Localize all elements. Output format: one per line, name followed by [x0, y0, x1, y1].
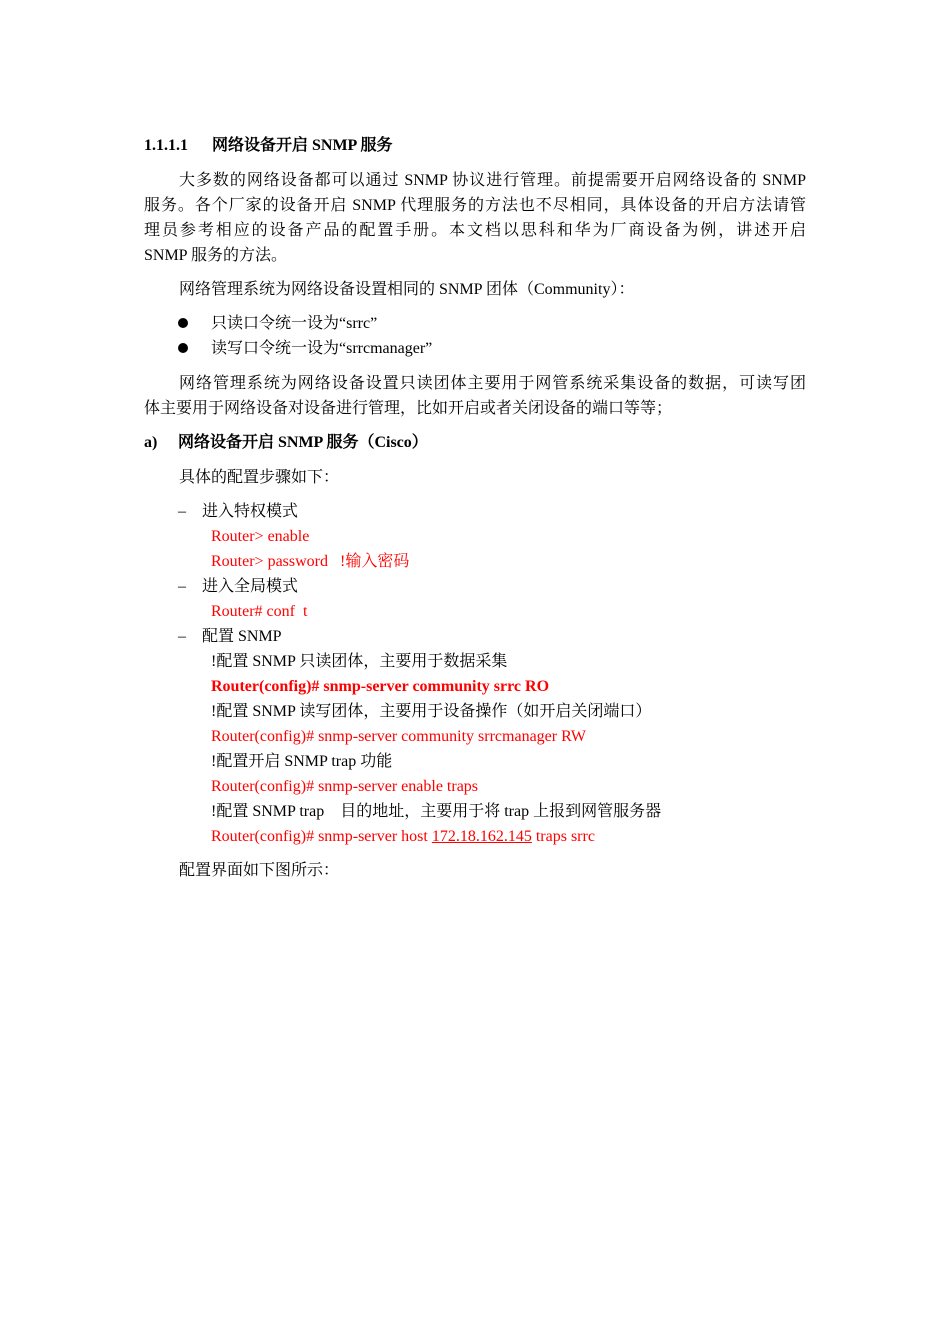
section-title: 网络设备开启 SNMP 服务: [212, 137, 393, 154]
purpose-line-1: 网络管理系统为网络设备设置只读团体主要用于网管系统采集设备的数据，可读写团: [179, 375, 806, 392]
step3-command-3: Router(config)# snmp-server enable traps: [211, 778, 479, 795]
step3-command-4: [211, 825, 595, 849]
intro-line-3: 理员参考相应的设备产品的配置手册。本文档以思科和华为厂商设备为例，讲述开启: [144, 222, 806, 239]
step3-command-2: Router(config)# snmp-server community srrcmanager RW: [211, 728, 586, 745]
section-a-title: 网络设备开启 SNMP 服务（Cisco）: [178, 434, 428, 451]
step3-note-2: !配置 SNMP 读写团体，主要用于设备操作（如开启关闭端口）: [211, 703, 652, 720]
ip-address-link[interactable]: 172.18.162.145: [431, 828, 532, 845]
step1-title: 进入特权模式: [202, 503, 299, 520]
step3-title: 配置 SNMP: [202, 628, 282, 645]
section-number: 1.1.1.1: [144, 137, 188, 154]
step1-command-1: Router> enable: [211, 528, 310, 545]
section-a-label: a): [144, 434, 158, 451]
bullet-icon: [178, 318, 188, 328]
bullet-readonly: 只读口令统一设为“srrc”: [211, 315, 378, 332]
intro-line-2: 服务。各个厂家的设备开启 SNMP 代理服务的方法也不尽相同，具体设备的开启方法请管: [144, 197, 806, 214]
intro-line-1: 大多数的网络设备都可以通过 SNMP 协议进行管理。前提需要开启网络设备的 SNMP: [179, 172, 806, 189]
dash-marker: –: [178, 503, 186, 520]
step1-command-2: Router> password !输入密码: [211, 553, 410, 570]
step2-command-1: Router# conf t: [211, 603, 308, 620]
community-intro: 网络管理系统为网络设备设置相同的 SNMP 团体（Community）：: [179, 281, 635, 298]
step3-command-1: Router(config)# snmp-server community srrc RO: [211, 678, 550, 695]
step3-note-3: !配置开启 SNMP trap 功能: [211, 753, 393, 770]
command-prefix: Router(config)# snmp-server host: [211, 828, 432, 845]
purpose-line-2: 体主要用于网络设备对设备进行管理，比如开启或者关闭设备的端口等等；: [144, 400, 673, 417]
closing-text: 配置界面如下图所示：: [179, 862, 340, 879]
steps-intro: 具体的配置步骤如下：: [179, 469, 340, 486]
bullet-icon: [178, 343, 188, 353]
step3-note-1: !配置 SNMP 只读团体，主要用于数据采集: [211, 653, 508, 670]
bullet-readwrite: 读写口令统一设为“srrcmanager”: [211, 340, 433, 357]
dash-marker: –: [178, 628, 186, 645]
command-suffix: traps srrc: [531, 828, 595, 845]
step3-note-4: !配置 SNMP trap 目的地址，主要用于将 trap 上报到网管服务器: [211, 803, 662, 820]
step2-title: 进入全局模式: [202, 578, 299, 595]
intro-line-4: SNMP 服务的方法。: [144, 247, 287, 264]
dash-marker: –: [178, 578, 186, 595]
